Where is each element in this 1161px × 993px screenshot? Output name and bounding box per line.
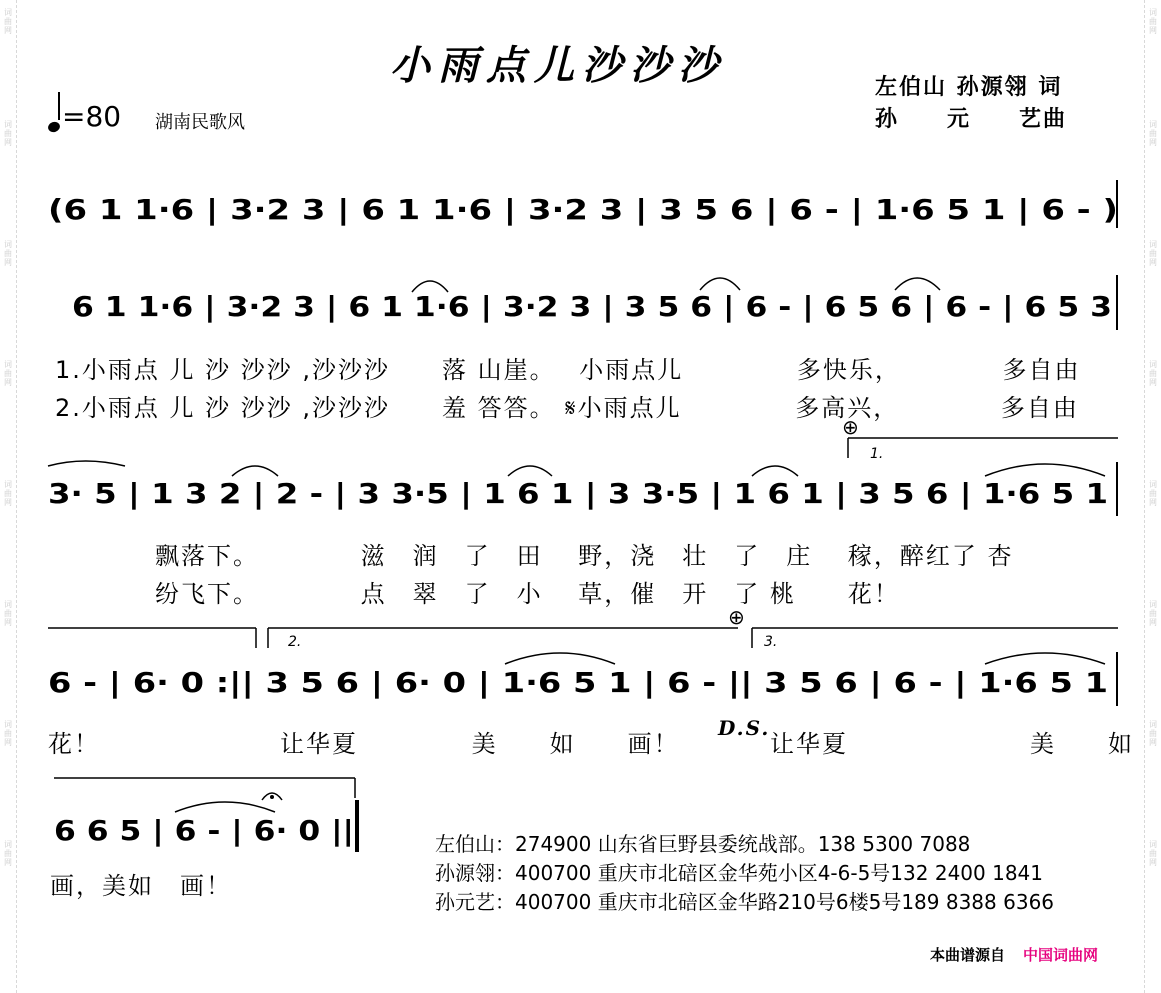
ending-number: 2. [288,634,302,650]
lyric-line-3-verse-1: 飘落下。 滋 润 了 田 野，浇 壮 了 庄 稼，醉红了 杏 [155,542,1014,570]
tie-slur [505,653,615,664]
watermark-text: 词曲网 [4,840,12,867]
watermark-text: 词曲网 [1149,8,1157,35]
tie-slur [508,466,552,476]
lyricists-credit: 左伯山 孙源翎 词 [875,75,1063,100]
tie-slur [985,464,1105,476]
watermark-text: 词曲网 [4,240,12,267]
tie-slur [48,461,125,466]
lyric-line-3-verse-2: 纷飞下。 点 翠 了 小 草，催 开 了 桃 花！ [155,580,900,608]
tie-slur [175,802,275,812]
notation-row: 3· 5 | 1 3 2 | 2 - | 3 3·5 | 1 6 1 | 3 3·5 | 1 6 1 | 3 5 6 | 1·6 5 1 [48,477,1108,510]
notation-row: 6 - | 6· 0 :|| 3 5 6 | 6· 0 | 1·6 5 1 | 6 - || 3 5 6 | 6 - | 1·6 5 1 [48,666,1108,699]
tie-slur [985,653,1105,664]
watermark-text: 词曲网 [4,360,12,387]
watermark-text: 词曲网 [1149,720,1157,747]
watermark-text: 词曲网 [1149,840,1157,867]
source-footer [930,944,1098,965]
tempo-value: =80 [62,100,122,133]
song-title: 小雨点儿沙沙沙 [390,42,726,89]
lyric-line-4-second-ending: 让华夏 美 如 画！ [280,730,680,758]
lyric-line-2-verse-1: 1.小雨点 儿 沙 沙沙 ,沙沙沙 落 山崖。 小雨点儿 多快乐， 多自由 [55,356,1081,384]
notation-line-4 [48,605,1118,706]
lyric-line-2-verse-2: 2.小雨点 儿 沙 沙沙 ,沙沙沙 羞 答答。 𝄋小雨点儿 多高兴， 多自由 [55,394,1079,422]
watermark-text: 词曲网 [4,480,12,507]
source-label: 本曲谱源自 [930,946,1006,964]
contact-line: 左伯山：274900 山东省巨野县委统战部。138 5300 7088 [435,832,971,856]
watermark-text: 词曲网 [4,120,12,147]
fermata-dot [270,795,274,799]
watermark-text: 词曲网 [4,8,12,35]
notation-line-2 [72,275,1117,330]
watermark-text: 词曲网 [1149,120,1157,147]
brand-link[interactable]: 中国词曲网 [1023,946,1099,964]
notation-row: 6 6 5 | 6 - | 6· 0 || [54,814,354,847]
watermark-text: 词曲网 [1149,600,1157,627]
notation-line-1 [48,180,1118,228]
lyric-line-4-ending: 花！ [48,730,100,758]
watermark-text: 词曲网 [4,600,12,627]
composer-credit: 孙 元 艺曲 [875,107,1068,132]
watermark-text: 词曲网 [1149,480,1157,507]
notation-row: 6 1 1·6 | 3·2 3 | 6 1 1·6 | 3·2 3 | 3 5 6 | 6 - | 6 5 6 | 6 - | 6 5 3 [72,290,1112,323]
notation-row: (6 1 1·6 | 3·2 3 | 6 1 1·6 | 3·2 3 | 3 5 6 | 6 - | 1·6 5 1 | 6 - ) [48,193,1118,226]
contact-info [435,830,1054,917]
notation-line-3 [48,415,1118,516]
ending-number: 1. [870,446,884,462]
ending-number: 3. [764,634,778,650]
tie-slur [752,466,798,476]
tie-slur [895,278,940,290]
contact-line: 孙元艺：400700 重庆市北碚区金华路210号6楼5号189 8388 6366 [435,890,1055,914]
coda-icon: ⊕ [728,605,745,629]
notation-line-5 [54,778,357,852]
watermark-text: 词曲网 [1149,360,1157,387]
dal-segno-marking: D.S. [718,716,771,740]
lyric-line-4-third-ending: 让华夏 美 如 [770,730,1134,758]
style-marking: 湖南民歌风 [155,112,245,133]
lyric-line-5: 画，美如 画！ [50,872,232,900]
watermark-text: 词曲网 [1149,240,1157,267]
tie-slur [232,466,278,476]
coda-icon: ⊕ [842,415,859,439]
contact-line: 孙源翎：400700 重庆市北碚区金华苑小区4-6-5号132 2400 1841 [435,861,1043,885]
tie-slur [700,278,740,290]
watermark-text: 词曲网 [4,720,12,747]
